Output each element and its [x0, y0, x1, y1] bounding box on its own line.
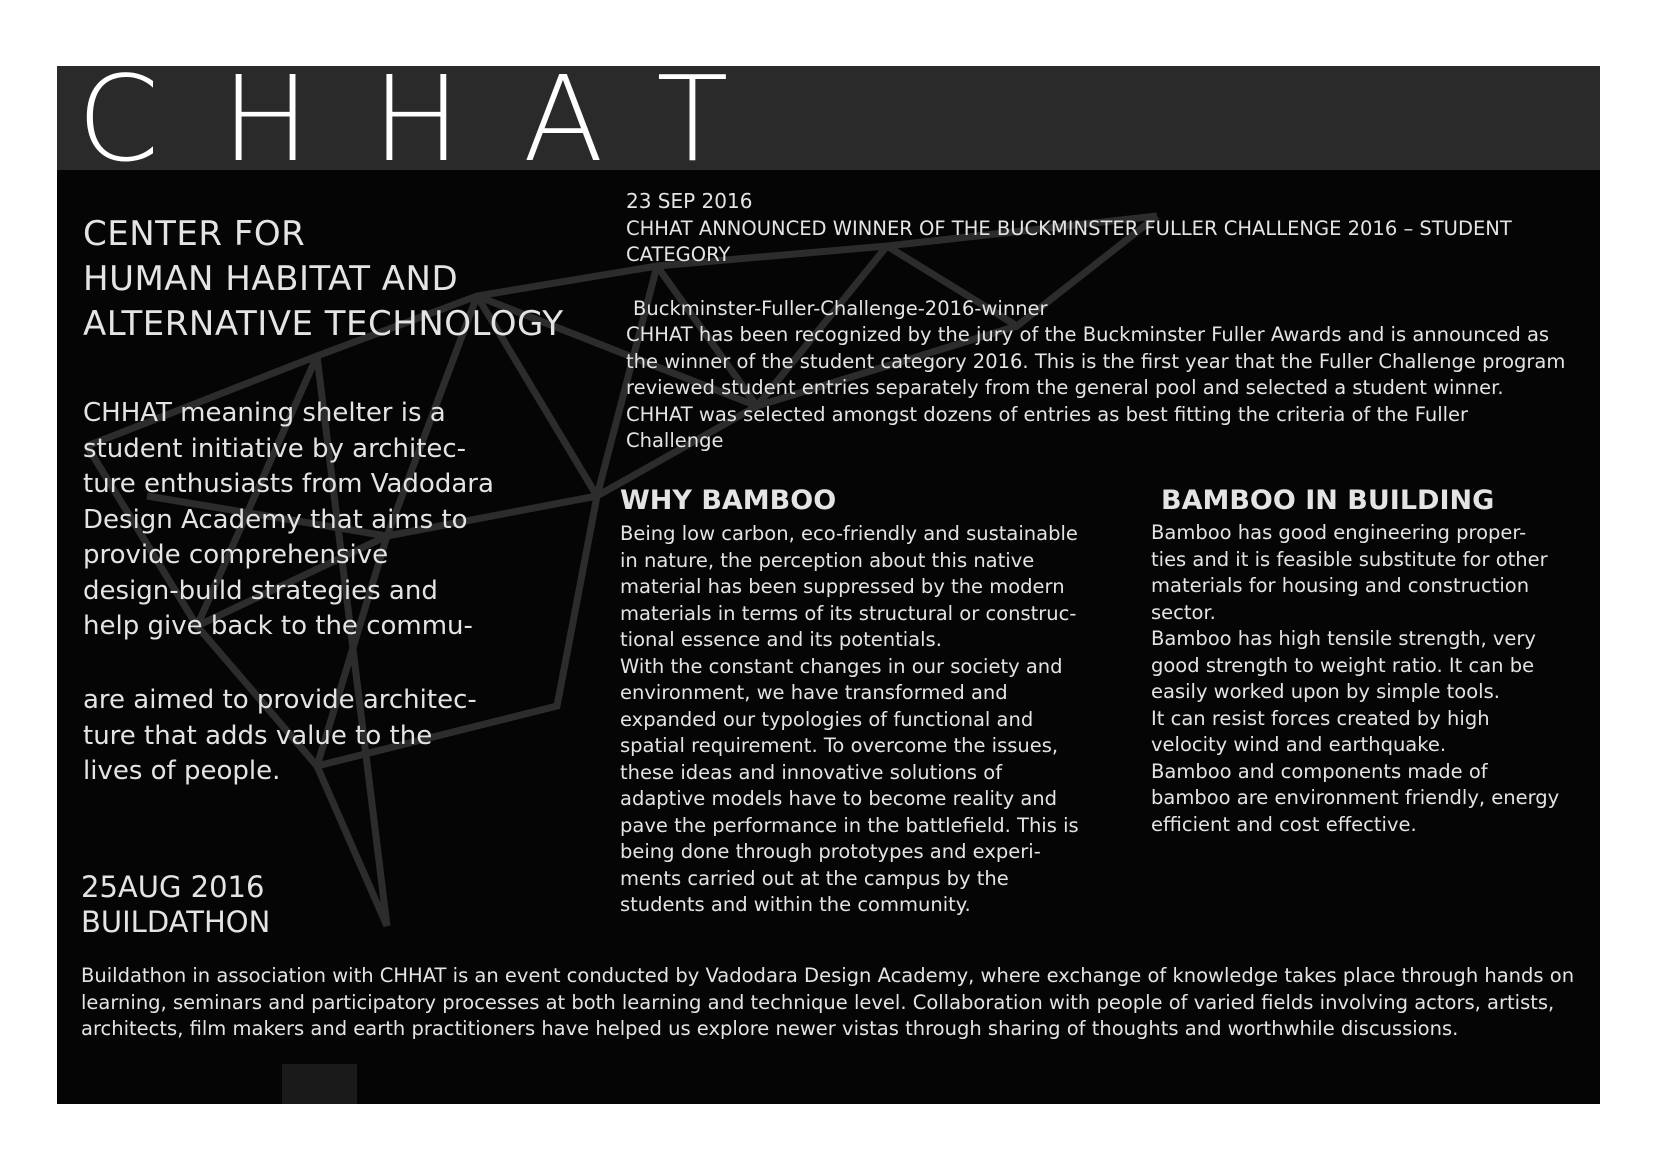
- aim-text: [83, 683, 553, 790]
- why-bamboo-body: [620, 521, 1110, 919]
- bamboo-in-building-body: [1151, 520, 1591, 838]
- text-line: bamboo are environment friendly, energy: [1151, 786, 1560, 809]
- text-line: student initiative by architec-: [83, 433, 467, 464]
- text-line: materials in terms of its structural or construc-: [620, 601, 1077, 625]
- text-line: Bamboo and components made of: [1151, 759, 1488, 783]
- center-title-line: CENTER FOR: [83, 214, 306, 254]
- event-date: 25AUG 2016: [81, 870, 265, 904]
- text-line: spatial requirement. To overcome the issues,: [620, 734, 1059, 757]
- text-line: Bamboo has good engineering proper-: [1151, 521, 1527, 544]
- text-line: provide comprehensive: [83, 540, 389, 570]
- center-title: [83, 212, 603, 347]
- text-line: design-build strategies and: [83, 575, 438, 606]
- event-label: BUILDATHON: [81, 905, 271, 939]
- news-date: 23 SEP 2016: [626, 189, 753, 213]
- header-band: [57, 66, 1600, 188]
- text-line: Design Academy that aims to: [83, 504, 468, 535]
- text-line: sector.: [1151, 600, 1216, 624]
- text-line: being done through prototypes and experi-: [620, 840, 1041, 863]
- news-body: CHHAT has been recognized by the jury of the Buckminster Fuller Awards and is announced as the winner of the student category 2016. This is the first year that the Fuller Challenge program reviewed student entries separately from the general pool and selected a student winner. CHHAT was selected amongst dozens of entries as best fitting the criteria of the Fuller Challenge: [626, 323, 1566, 452]
- text-line: efficient and cost effective.: [1151, 812, 1417, 836]
- buildathon-description: Buildathon in association with CHHAT is an event conducted by Vadodara Design Academy, where exchange of knowledge takes place through hands on learning, seminars and participatory processes at both learning and technique level. Collaboration with people of varied fields involving actors, artists, architects, film makers and earth practitioners have helped us explore newer vistas through sharing of thoughts and worthwhile discussions.: [81, 964, 1575, 1040]
- text-line: pave the performance in the battlefield. This is: [620, 813, 1079, 837]
- text-line: Being low carbon, eco-friendly and sustainable: [620, 522, 1078, 545]
- text-line: help give back to the commu-: [83, 611, 473, 641]
- brand-title: CHHAT: [77, 66, 791, 188]
- bamboo-in-building-heading: BAMBOO IN BUILDING: [1161, 485, 1495, 516]
- why-bamboo-heading: WHY BAMBOO: [620, 485, 837, 516]
- text-line: in nature, the perception about this native: [620, 548, 1035, 572]
- text-line: tional essence and its potentials.: [620, 628, 942, 651]
- center-title-line: ALTERNATIVE TECHNOLOGY: [83, 304, 564, 344]
- text-line: ture that adds value to the: [83, 720, 433, 751]
- text-line: With the constant changes in our society and: [620, 654, 1063, 678]
- text-line: ties and it is feasible substitute for other: [1151, 547, 1548, 571]
- news-headline: CHHAT ANNOUNCED WINNER OF THE BUCKMINSTER FULLER CHALLENGE 2016 – STUDENT CATEGORY: [626, 217, 1512, 266]
- text-line: lives of people.: [83, 756, 281, 786]
- text-line: velocity wind and earthquake.: [1151, 733, 1447, 756]
- chhat-meaning-text: [83, 396, 553, 645]
- text-line: these ideas and innovative solutions of: [620, 760, 1003, 784]
- text-line: are aimed to provide architec-: [83, 685, 477, 715]
- text-line: environment, we have transformed and: [620, 681, 1008, 704]
- center-title-line: HUMAN HABITAT AND: [83, 259, 459, 299]
- poster: [57, 66, 1600, 1104]
- news-image-caption: Buckminster-Fuller-Challenge-2016-winner: [633, 297, 1048, 320]
- text-line: ments carried out at the campus by the: [620, 866, 1009, 890]
- text-line: CHHAT meaning shelter is a: [83, 398, 446, 428]
- text-line: Bamboo has high tensile strength, very: [1151, 627, 1536, 650]
- text-line: materials for housing and construction: [1151, 574, 1530, 597]
- text-line: adaptive models have to become reality and: [620, 787, 1058, 810]
- text-line: material has been suppressed by the modern: [620, 575, 1065, 598]
- decorative-block: [282, 1064, 357, 1104]
- text-line: expanded our typologies of functional and: [620, 707, 1034, 731]
- text-line: easily worked upon by simple tools.: [1151, 680, 1500, 703]
- text-line: students and within the community.: [620, 893, 971, 916]
- text-line: good strength to weight ratio. It can be: [1151, 653, 1535, 677]
- text-line: It can resist forces created by high: [1151, 706, 1490, 730]
- text-line: ture enthusiasts from Vadodara: [83, 469, 494, 499]
